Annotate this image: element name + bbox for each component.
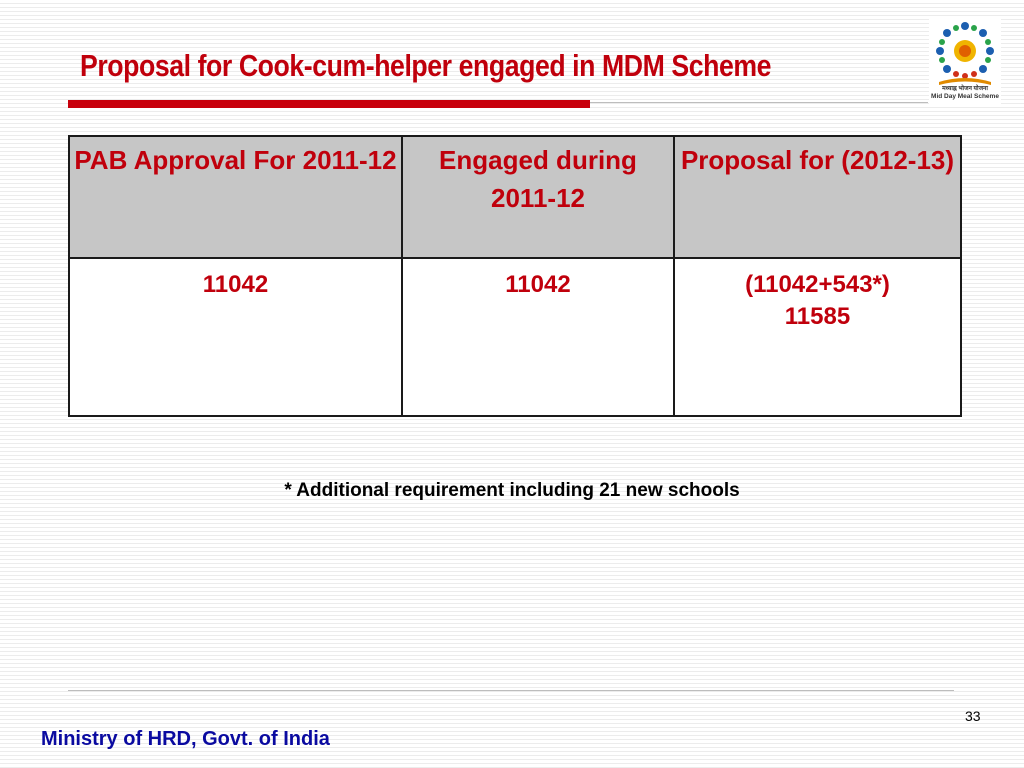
footer-ministry: Ministry of HRD, Govt. of India	[41, 728, 330, 750]
footer-divider	[68, 690, 954, 691]
cell-pab-approval: 11042	[69, 258, 402, 416]
footnote: * Additional requirement including 21 new schools	[284, 480, 740, 501]
table-row	[69, 258, 961, 416]
logo-text-english: Mid Day Meal Scheme	[931, 93, 999, 100]
logo-text-hindi: मध्याह्न भोजन योजना	[942, 86, 988, 92]
cell-proposal-line2: 11585	[784, 303, 851, 330]
title-underline-red	[68, 100, 590, 108]
slide-title: Proposal for Cook-cum-helper engaged in MDM Scheme	[80, 48, 772, 83]
header-engaged: Engaged during 2011-12	[402, 136, 674, 258]
cell-proposal	[674, 258, 961, 416]
cell-proposal-line1: (11042+543*)	[745, 271, 890, 298]
proposal-table	[68, 135, 962, 417]
page-number: 33	[965, 708, 981, 724]
header-pab-approval: PAB Approval For 2011-12	[69, 136, 402, 258]
table-header-row	[69, 136, 961, 258]
title-underline-grey	[590, 102, 928, 103]
header-proposal: Proposal for (2012-13)	[674, 136, 961, 258]
cell-engaged: 11042	[402, 258, 674, 416]
